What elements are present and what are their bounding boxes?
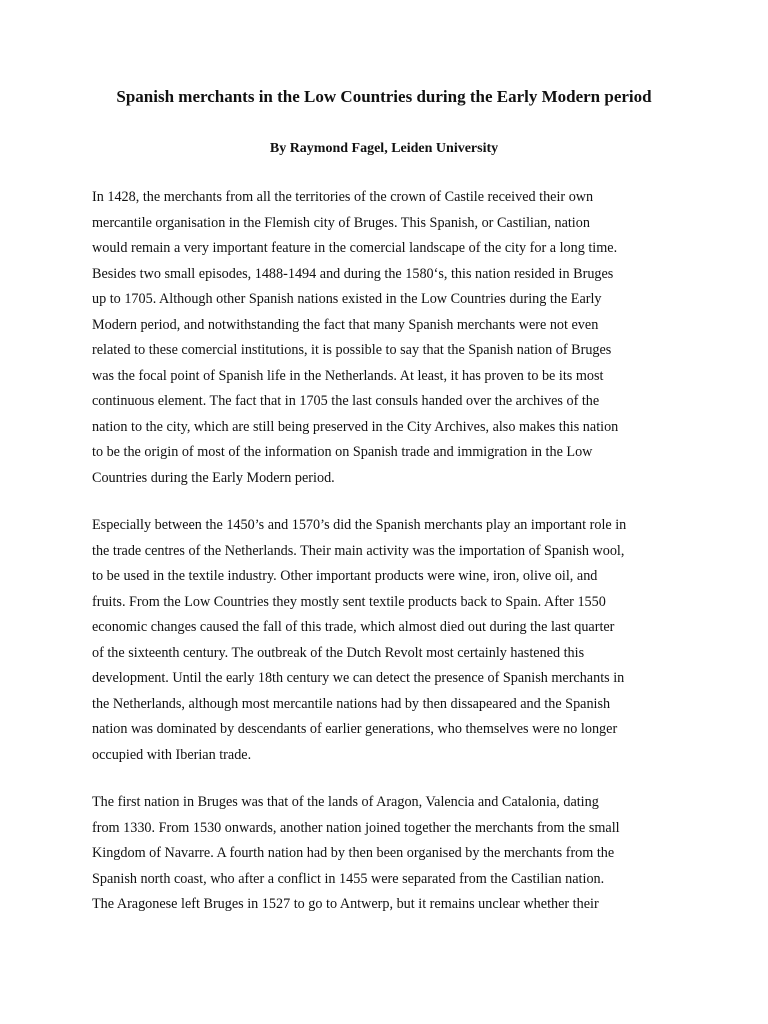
text-line: the Netherlands, although most mercantile nations had by then dissapeared and the Spanish <box>92 695 611 712</box>
text-line: Spanish north coast, who after a conflict in 1455 were separated from the Castilian nation. <box>92 870 605 887</box>
paragraph-2 <box>92 513 692 768</box>
paragraph-3 <box>92 790 692 918</box>
text-line: nation was dominated by descendants of earlier generations, who themselves were no longer <box>92 721 618 737</box>
text-line: of the sixteenth century. The outbreak of the Dutch Revolt most certainly hastened this <box>92 644 585 661</box>
text-line: from 1330. From 1530 onwards, another nation joined together the merchants from the small <box>92 819 620 836</box>
text-line: related to these comercial institutions, it is possible to say that the Spanish nation of Bruges <box>92 342 612 358</box>
text-line: continuous element. The fact that in 1705 the last consuls handed over the archives of the <box>92 393 600 409</box>
text-line: the trade centres of the Netherlands. Their main activity was the importation of Spanish wool, <box>92 542 625 559</box>
text-line: nation to the city, which are still being preserved in the City Archives, also makes this nation <box>92 418 619 435</box>
text-line: was the focal point of Spanish life in the Netherlands. At least, it has proven to be its most <box>92 367 604 384</box>
text-line: economic changes caused the fall of this trade, which almost died out during the last quarter <box>92 619 615 635</box>
text-line: Besides two small episodes, 1488-1494 and during the 1580‘s, this nation resided in Bruges <box>92 265 614 282</box>
paragraph-1 <box>92 185 692 491</box>
text-line: Kingdom of Navarre. A fourth nation had by then been organised by the merchants from the <box>92 845 615 861</box>
text-line: Especially between the 1450’s and 1570’s did the Spanish merchants play an important role in <box>92 517 627 533</box>
text-line: Modern period, and notwithstanding the fact that many Spanish merchants were not even <box>92 316 599 333</box>
text-line: occupied with Iberian trade. <box>92 746 252 763</box>
text-line: The first nation in Bruges was that of the lands of Aragon, Valencia and Catalonia, dating <box>92 794 599 810</box>
text-line: Countries during the Early Modern period. <box>92 469 335 486</box>
document-title: Spanish merchants in the Low Countries during the Early Modern period <box>116 87 652 106</box>
text-line: mercantile organisation in the Flemish city of Bruges. This Spanish, or Castilian, nation <box>92 214 590 231</box>
text-line: In 1428, the merchants from all the territories of the crown of Castile received their own <box>92 189 594 205</box>
document-byline: By Raymond Fagel, Leiden University <box>269 141 499 156</box>
text-line: The Aragonese left Bruges in 1527 to go to Antwerp, but it remains unclear whether their <box>92 896 599 912</box>
text-line: up to 1705. Although other Spanish nations existed in the Low Countries during the Early <box>92 291 602 307</box>
text-line: to be the origin of most of the information on Spanish trade and immigration in the Low <box>92 444 593 460</box>
text-line: to be used in the textile industry. Other important products were wine, iron, olive oil, and <box>92 568 598 584</box>
text-line: development. Until the early 18th century we can detect the presence of Spanish merchants in <box>92 670 625 686</box>
text-line: fruits. From the Low Countries they mostly sent textile products back to Spain. After 1550 <box>92 593 606 610</box>
text-line: would remain a very important feature in the comercial landscape of the city for a long time. <box>92 240 618 256</box>
